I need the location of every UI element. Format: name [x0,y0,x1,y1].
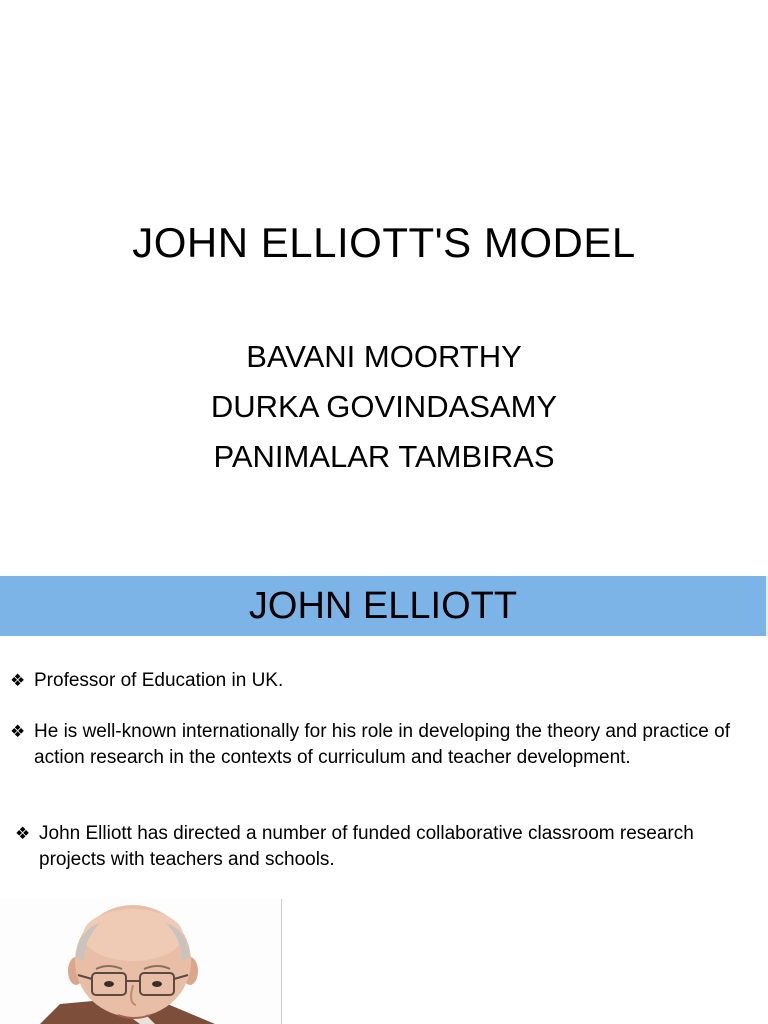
bullet-text: He is well-known internationally for his role in developing the theory and practice of action research in the contexts of curriculum and teacher development. [34,721,730,768]
slide-heading: JOHN ELLIOTT [248,585,518,627]
diamond-bullet-icon: ❖ [15,824,31,843]
bullet-item [10,719,760,770]
portrait-photo-icon [0,899,281,1024]
bullet-item [15,821,760,872]
slide-title: JOHN ELLIOTT'S MODEL [132,219,636,266]
author-name: BAVANI MOORTHY [246,339,522,374]
diamond-bullet-icon: ❖ [10,671,26,690]
author-list [0,332,768,482]
bullet-text: Professor of Education in UK. [34,670,284,691]
header-bar [0,576,768,636]
portrait-photo [0,899,282,1024]
author-name: PANIMALAR TAMBIRAS [213,439,555,474]
bullet-item [10,668,283,694]
bullet-text: John Elliott has directed a number of funded collaborative classroom research projects with teachers and schools. [39,823,694,870]
diamond-bullet-icon: ❖ [10,722,26,741]
author-name: DURKA GOVINDASAMY [210,389,558,424]
